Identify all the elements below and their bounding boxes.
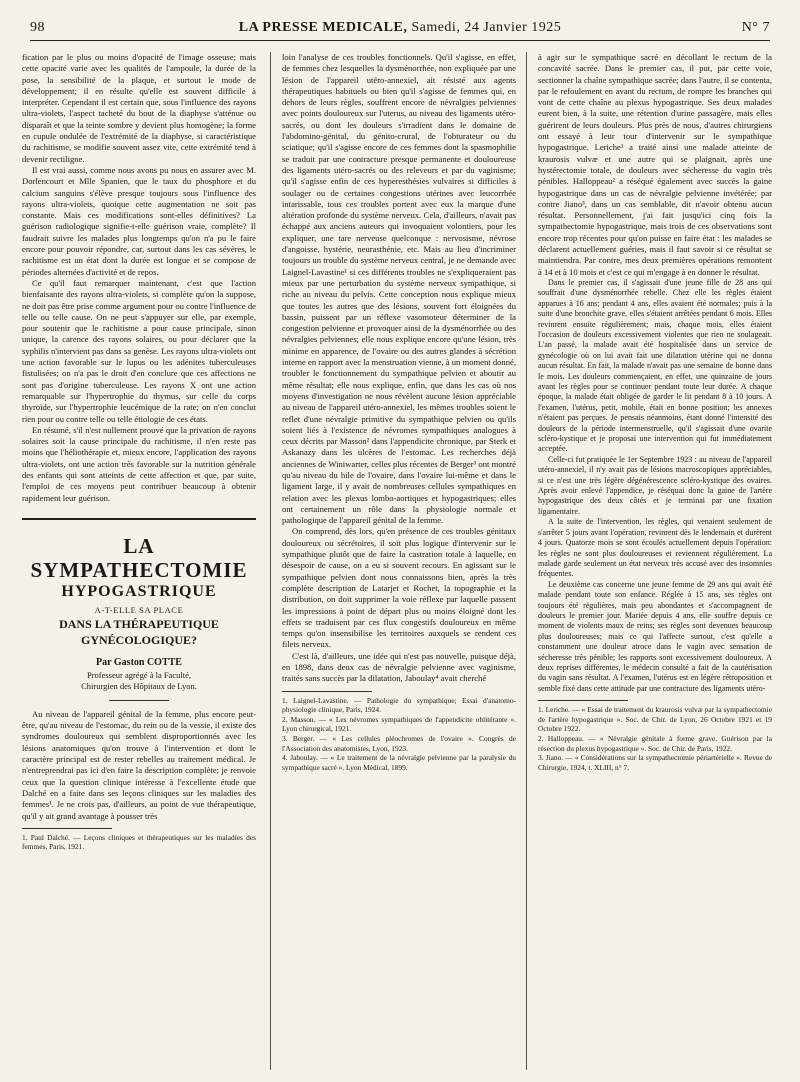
footnote-divider	[22, 828, 112, 829]
footnote: 3. Berger. — « Les cellules pléochromes de l'ovaire ». Congrès de l'Association des anatomistes, Lyon, 1923.	[282, 734, 516, 753]
footnote: 2. Halloppeau. — « Névralgie génitale à forme grave. Guérison par la résection du plexus hypogastrique ». Soc. de Chir. de Paris, 1922.	[538, 733, 772, 753]
paragraph: Au niveau de l'appareil génital de la femme, plus encore peut-être, qu'au niveau de l'estomac, du rein ou de la vessie, il existe des syndromes douloureux qui semblent disproportionnés avec les lésions anatomiques qu'on trouve à l'intervention et dont le caractère principal est de rester rebelles au traitement médical. Je n'entreprendrai pas ici d'en faire la description complète; je renvoie ceux que la question clinique intéresse à l'excellente étude que Dalché en a faite dans ses leçons cliniques sur les maladies des femmes¹. Je ne crois pas, d'ailleurs, au point de vue thérapeutique, qu'il y ait grand avantage à pousser très	[22, 708, 256, 821]
footnote: 1. Paul Dalché. — Leçons cliniques et thérapeutiques sur les maladies des femmes, Paris, 1921.	[22, 832, 256, 852]
paragraph: loin l'analyse de ces troubles fonctionnels. Qu'il s'agisse, en effet, de femmes chez lesquelles la dysménorrhée, non expliquée par une lésion de l'appareil utéro-annexiel, ait résisté aux agents thérapeutiques habituels ou bien qu'il s'agisse de femmes qui, en dehors de leurs règles, souffrent encore de névralgies pelviennes avec points douloureux sur l'uterus, au niveau des ligaments utéro-sacrés, ou dont les douleurs s'irradient dans le domaine de l'abdomino-génital, du génito-crural, de l'obturateur ou du sciatique; qu'il s'agisse encore de ces femmes dont la spasmophilie se traduit par une contracture presque permanente et douloureuse des ligaments utéro-sacrés ou des releveurs et par du vaginisme; qu'il s'agisse enfin de ces hyperesthésies vulvaires si difficiles à soulager ou de certaines congestions utérines avec leucorrhée intarissable, tous ces troubles portent avec eux la marque d'une altération profonde du système nerveux. Cela, d'ailleurs, n'avait pas échappé aux anciens auteurs qui invoquaient volontiers, pour les expliquer, une tare nerveuse quelconque : nervosisme, névrose d'angoisse, hystérie, neurasthénie, etc. Mais au lieu d'incriminer toujours un trouble du système nerveux central, je ne demande avec Laignel-Lavastine¹ si ces différents troubles ne s'expliqueraient pas mieux par une perturbation du système nerveux sympathique, si riche au niveau du pelvis. Cette conception nous explique mieux que toutes les autres que des lésions, souvent fort éloignées du bassin, puissent par un réflexe vasomoteur déterminer de la congestion pelvienne et provoquer ainsi de la dysménorrhée ou des névralgies pelviennes; elle nous explique encore qu'une lésion, très minime en apparence, de l'ovaire ou des autres glandes à sécrétion interne en rapport avec la menstruation vienne, à un moment donné, troubler le fonctionnement du sympathique pelvien et aboutir au même résultat; elle nous explique, enfin, que dans les cas où nos moyens d'investigation ne nous révèlent aucune lésion appréciable au niveau de l'appareil utéro-annexiel, les mêmes troubles soient le reflet d'une névralgie primitive du sympathique pelvien ou qu'ils soient liés à l'existence de névromes sympathiques analogues à ceux décrits par Masson² dans l'appendicite chronique, par Sterk et Askanazy dans les ulcères de l'estomac. Les recherches déjà anciennes de Winiwarter, celles plus récentes de Berger³ ont montré qu'au niveau du hile de l'ovaire, dans l'ovaire lui-même et dans le ligament large, il y avait de nombreuses cellules sympathiques en relation avec les plexus lombo-aortiques et hypogastriques; elles ont certainement un rôle dans la physiologie normale et pathologique de l'appareil génital de la femme.	[282, 52, 516, 526]
paragraph: à agir sur le sympathique sacré en décollant le rectum de la concavité sacrée. Dans le premier cas, il put, par cette voie, sectionner la chaîne sympathique sacrée; dans l'autre, il se contenta, par le refoulement en avant du rectum, de rompre les branches qui vont de cette chaîne au plexus hypogastrique. Ses deux malades eurent bien, à la suite, une rétention d'urine passagère, mais elles guérirent de leurs douleurs. Plus près de nous, d'autres chirurgiens ont essayé à leur tour d'intervenir sur le sympathique hypogastrique. Leriche¹ a traité ainsi une malade atteinte de kraurosis vulvæ et une autre qui se plaignait, après une hystérectomie totale, de douleurs avec sécheresse du vagin très pénibles. Halloppeau² a réséqué également avec succès la gaine hypogastrique dans un cas de névralgie pelvienne invétérée; par contre Jiano³, dans un cas semblable, dit n'avoir obtenu aucun résultat. Personnellement, j'ai fait jusqu'ici cinq fois la sympathectomie hypogastrique, mais trois de ces observations sont encore trop récentes pour qu'on puisse en faire état : les malades se déclarent actuellement guéries, mais il faut savoir si ce résultat se maintiendra. Par contre, mes deux premières opérations remontent à 14 et à 10 mois et c'est ce qui m'engage à en donner le résultat.	[538, 52, 772, 277]
paragraph: Ce qu'il faut remarquer maintenant, c'est que l'action bienfaisante des rayons ultra-violets, si complète qu'on la suppose, ne doit pas être prise comme argument pour ou contre l'influence de telle ou telle cause. On ne peut s'appuyer sur elle, par exemple, pour soutenir que le rachitisme a pour cause principale, sinon unique, la carence des rayons solaires, ou pour déclarer que la syphilis n'intervient pas dans sa genèse. Les rayons ultra-violets ont une action favorable sur le lupus ou les adénites tuberculeuses fistulisées; on n'a pas le droit d'en conclure que ces affections ne sont pas d'origine tuberculeuse. Les rayons X ont une action remarquable sur l'hypertrophie du thymus, sur celle du corps thyroïde, sur l'hypertrophie leucémique de la rate; on n'en conclut rien pour ou contre telle ou telle étiologie de ces états.	[22, 277, 256, 424]
footnote: 1. Laignel-Lavastine. — Pathologie du sympathique; Essai d'anatomo-physiologie clinique, Paris, 1924.	[282, 695, 516, 715]
paragraph: Le deuxième cas concerne une jeune femme de 29 ans qui avait été malade pendant toute son enfance. Réglée à 15 ans, ses règles ont toujours été régulières, mais peu abondantes et s'accompagnent de douleurs le premier jour. Mariée depuis 4 ans, elle souffre depuis ce moment de violents maux de reins; ses règles sont devenues beaucoup plus douloureuses; mais ce qui l'affecte surtout, c'est qu'elle a constamment une douleur atroce dans le vagin avec sensation de sécheresse très pénible; les rapports sont excessivement douloureux. A deux reprises différentes, le médecin consulté a fait de la cautérisation du vagin sans résultat. A l'examen, l'utérus est en légère rétroposition et semble fixé dans cette attitude par une contracture des ligaments utéro-	[538, 579, 772, 693]
column-rule-2	[526, 52, 527, 1070]
column-rule-1	[270, 52, 271, 1070]
paragraph: C'est là, d'ailleurs, une idée qui n'est pas nouvelle, puisque déjà, en 1898, dans deux cas de névralgie pelvienne avec vaginisme, traités sans succès par la dilatation, Jaboulay⁴ avait cherché	[282, 650, 516, 684]
paragraph: Il est vrai aussi, comme nous avons pu nous en assurer avec M. Dorlencourt et Mlle Spanien, que le taux du phosphore et du calcium sanguins s'élève presque toujours sous l'influence des rayons ultra-violets, quoique cette augmentation ne soit pas constante. Mais ces modifications sont-elles définitives? La guérison radiologique signifie-t-elle guérison vraie, complète? Il faudrait suivre les malades plus longtemps qu'on n'a pu le faire encore pour pouvoir répondre, car, surtout dans les cas sévères, le rachitisme est un état dont la durée est longue et se compose de périodes alternées d'activité et de repos.	[22, 164, 256, 277]
article-title-line4: DANS LA THÉRAPEUTIQUE GYNÉCOLOGIQUE?	[59, 616, 219, 647]
author-affiliation: Professeur agrégé à la Faculté,	[86, 669, 192, 680]
footnote: 2. Masson. — « Les névromes sympathiques de l'appendicite oblitérante ». Lyon chirurgical, 1921.	[282, 714, 516, 734]
column-3	[538, 52, 772, 1072]
article-title: LA SYMPATHECTOMIE	[30, 533, 248, 582]
paragraph: Dans le premier cas, il s'agissait d'une jeune fille de 28 ans qui souffrait d'une dysménorrhée rebelle. Chez elle les règles étaient apparues à 16 ans; pendant 4 ans, elles avaient été normales; puis à la suite d'une bronchite grave, elles s'étaient arrêtées pendant 6 mois. Elles revinrent ensuite régulièrement; mais, chaque mois, elles étaient l'occasion de douleurs excessivement violentes que rien ne soulageait. L'an passé, la malade avait été hospitalisée dans un service de gynécologie où on lui avait fait une dilatation utérine qui ne donna aucun résultat. En fait, la malade n'avait pas une semaine de bonne dans le mois. Les douleurs commençaient, en effet, une quinzaine de jours avant les règles pour se continuer pendant toute leur durée. A chaque époque, la malade était obligée de garder le lit pendant 8 à 10 jours. A l'examen, l'utérus, petit, mobile, était en bonne position; les annexes n'étaient pas perçues. Je pensais néanmoins, étant donné l'intensité des douleurs de la période intermenstruelle, qu'il s'agissait d'une ovarite scléro-kystique et je proposai une intervention qui fut immédiatement acceptée.	[538, 277, 772, 454]
running-title	[30, 20, 770, 36]
footnote-divider	[282, 691, 372, 692]
paragraph: On comprend, dès lors, qu'en présence de ces troubles génitaux douloureux ou sécrétoires, il soit plus logique d'intervenir sur le sympathique plutôt que de faire la castration totale à laquelle, en désespoir de cause, on a eu si souvent recours. En agissant sur le sympathique pelvien dont nous connaissons bien, après la très complète description de Latarjet et Rochet, la topographie et la distribution, on doit supprimer la voie réflexe par laquelle passent les impressions à point de départ plus ou moins éloigné dont les effets se traduisent par ces flux congestifs douloureux en même temps qu'on insensibilise les territoires auxquels se rendent ces filets nerveux.	[282, 526, 516, 650]
paragraph: fication par le plus ou moins d'opacité de l'image osseuse; mais cette opacité varie avec les qualités de l'ampoule, la durée de la pose, la sensibilité de la plaque, et surtout le mode de développement; il en résulte qu'elle est souvent difficile à interpréter. Cependant il est certain que, sous l'influence des rayons ultra-violets, l'aspect tacheté du bout de la diaphyse s'atténue ou disparaît et que la teinte sombre y devient plus homogène; la forme en cupule ondulée de l'extrémité de la diaphyse, si caractéristique du rachitisme, se modifie souvent assez vite, cette extrémité tend à devenir rectiligne.	[22, 52, 256, 164]
author-byline: Par Gaston COTTE	[96, 656, 182, 668]
journal-name: LA PRESSE MEDICALE,	[238, 20, 408, 35]
paragraph: A la suite de l'intervention, les règles, qui venaient seulement de s'arrêter 5 jours avant l'opération, revinrent dès le lendemain et durèrent 4 jours. Quatorze mois se sont écoulés actuellement depuis l'opération: les règles ne sont plus douloureuses et reviennent régulièrement. La malade garde seulement un état nerveux très accusé avec des insomnies fréquentes.	[538, 517, 772, 579]
article-title-line2: HYPOGASTRIQUE	[61, 582, 217, 600]
footnote: 3. Jiano. — « Considérations sur la sympathectomie périartérielle ». Revue de Chirurgie, 1924, t. XLIII, n° 7.	[538, 753, 772, 772]
footnote: 4. Jaboulay. — « Le traitement de la névralgie pelvienne par la paralysie du sympathique sacré ». Lyon Médical, 1899.	[282, 753, 516, 772]
footnote-divider	[538, 700, 628, 701]
heading-divider	[109, 700, 169, 701]
article-title-line3: A-T-ELLE SA PLACE	[94, 604, 184, 615]
page-header	[30, 20, 770, 41]
article-heading	[22, 518, 256, 701]
issue-date: Samedi, 24 Janvier 1925	[411, 20, 562, 35]
issue-number: N° 7	[741, 20, 770, 35]
footnote: 1. Leriche. — « Essai de traitement du kraurosis vulvæ par la sympathectomie de l'artère hypogastrique ». Soc. de Chir. de Lyon, 26 Octobre 1921 et 19 Octobre 1922.	[538, 705, 772, 734]
column-1	[22, 52, 256, 1072]
column-2	[282, 52, 516, 1072]
paragraph: Celle-ci fut pratiquée le 1er Septembre 1923 : au niveau de l'appareil utéro-annexiel, il n'y avait pas de lésions macroscopiques appréciables, si ce n'est une très légère dégénérescence scléro-kystique des ovaires. Après avoir enlevé l'appendice, je réséquai donc la gaine de l'artère hypogastrique des deux côtés et je terminai par une fixation ligamentaire.	[538, 454, 772, 516]
author-affiliation: Chirurgien des Hôpitaux de Lyon.	[81, 680, 197, 691]
page-number: 98	[30, 20, 45, 35]
paragraph: En résumé, s'il n'est nullement prouvé que la privation de rayons solaires soit la cause principale du rachitisme, il n'en reste pas moins que l'héliothérapie et, mieux encore, l'application des rayons ultra-violets, ont une action très favorable sur la nutrition générale des enfants qui sont atteints de cette affection et que, par suite, l'emploi de ces moyens peut contribuer beaucoup à obtenir rapidement leur guérison.	[22, 424, 256, 503]
